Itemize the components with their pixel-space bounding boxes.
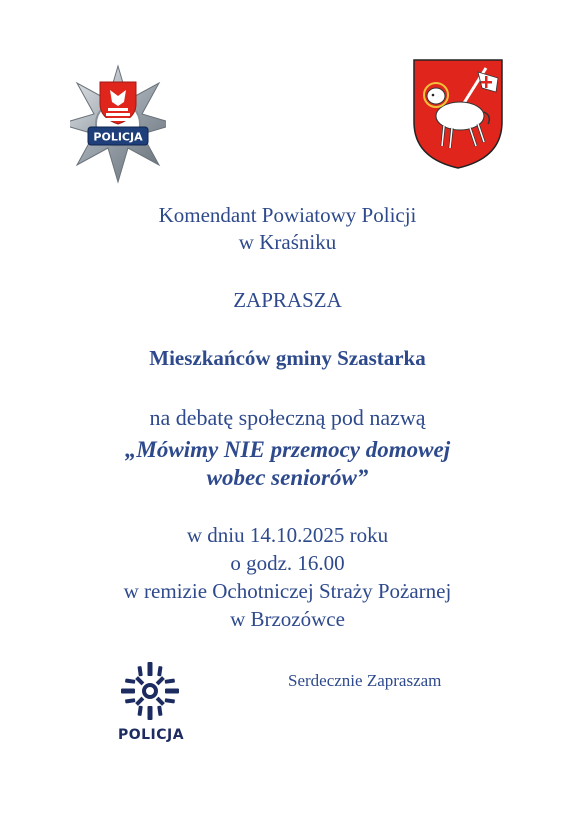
place-line-1: w remizie Ochotniczej Straży Pożarnej: [123, 579, 452, 603]
date-line: w dniu 14.10.2025 roku: [186, 523, 389, 547]
invites-heading: ZAPRASZA: [233, 288, 342, 312]
debate-title-line-2: wobec seniorów”: [206, 465, 369, 490]
addressee: Mieszkańców gminy Szastarka: [149, 346, 426, 370]
coat-of-arms-lamb-icon: [412, 58, 504, 170]
debate-intro: na debatę społeczną pod nazwą: [149, 405, 426, 430]
sender-line-2: w Kraśniku: [238, 230, 337, 254]
sender-line-1: Komendant Powiatowy Policji: [158, 203, 417, 227]
police-logo-text: POLICJA: [117, 727, 185, 743]
police-badge-text: POLICJA: [93, 130, 143, 144]
closing-text: Serdecznie Zapraszam: [288, 671, 442, 690]
place-line-2: w Brzozówce: [230, 607, 345, 631]
police-star-icon: [70, 62, 166, 186]
police-logo-icon: [118, 660, 182, 722]
debate-title-line-1: „Mówimy NIE przemocy domowej: [124, 437, 451, 462]
time-line: o godz. 16.00: [230, 551, 345, 575]
